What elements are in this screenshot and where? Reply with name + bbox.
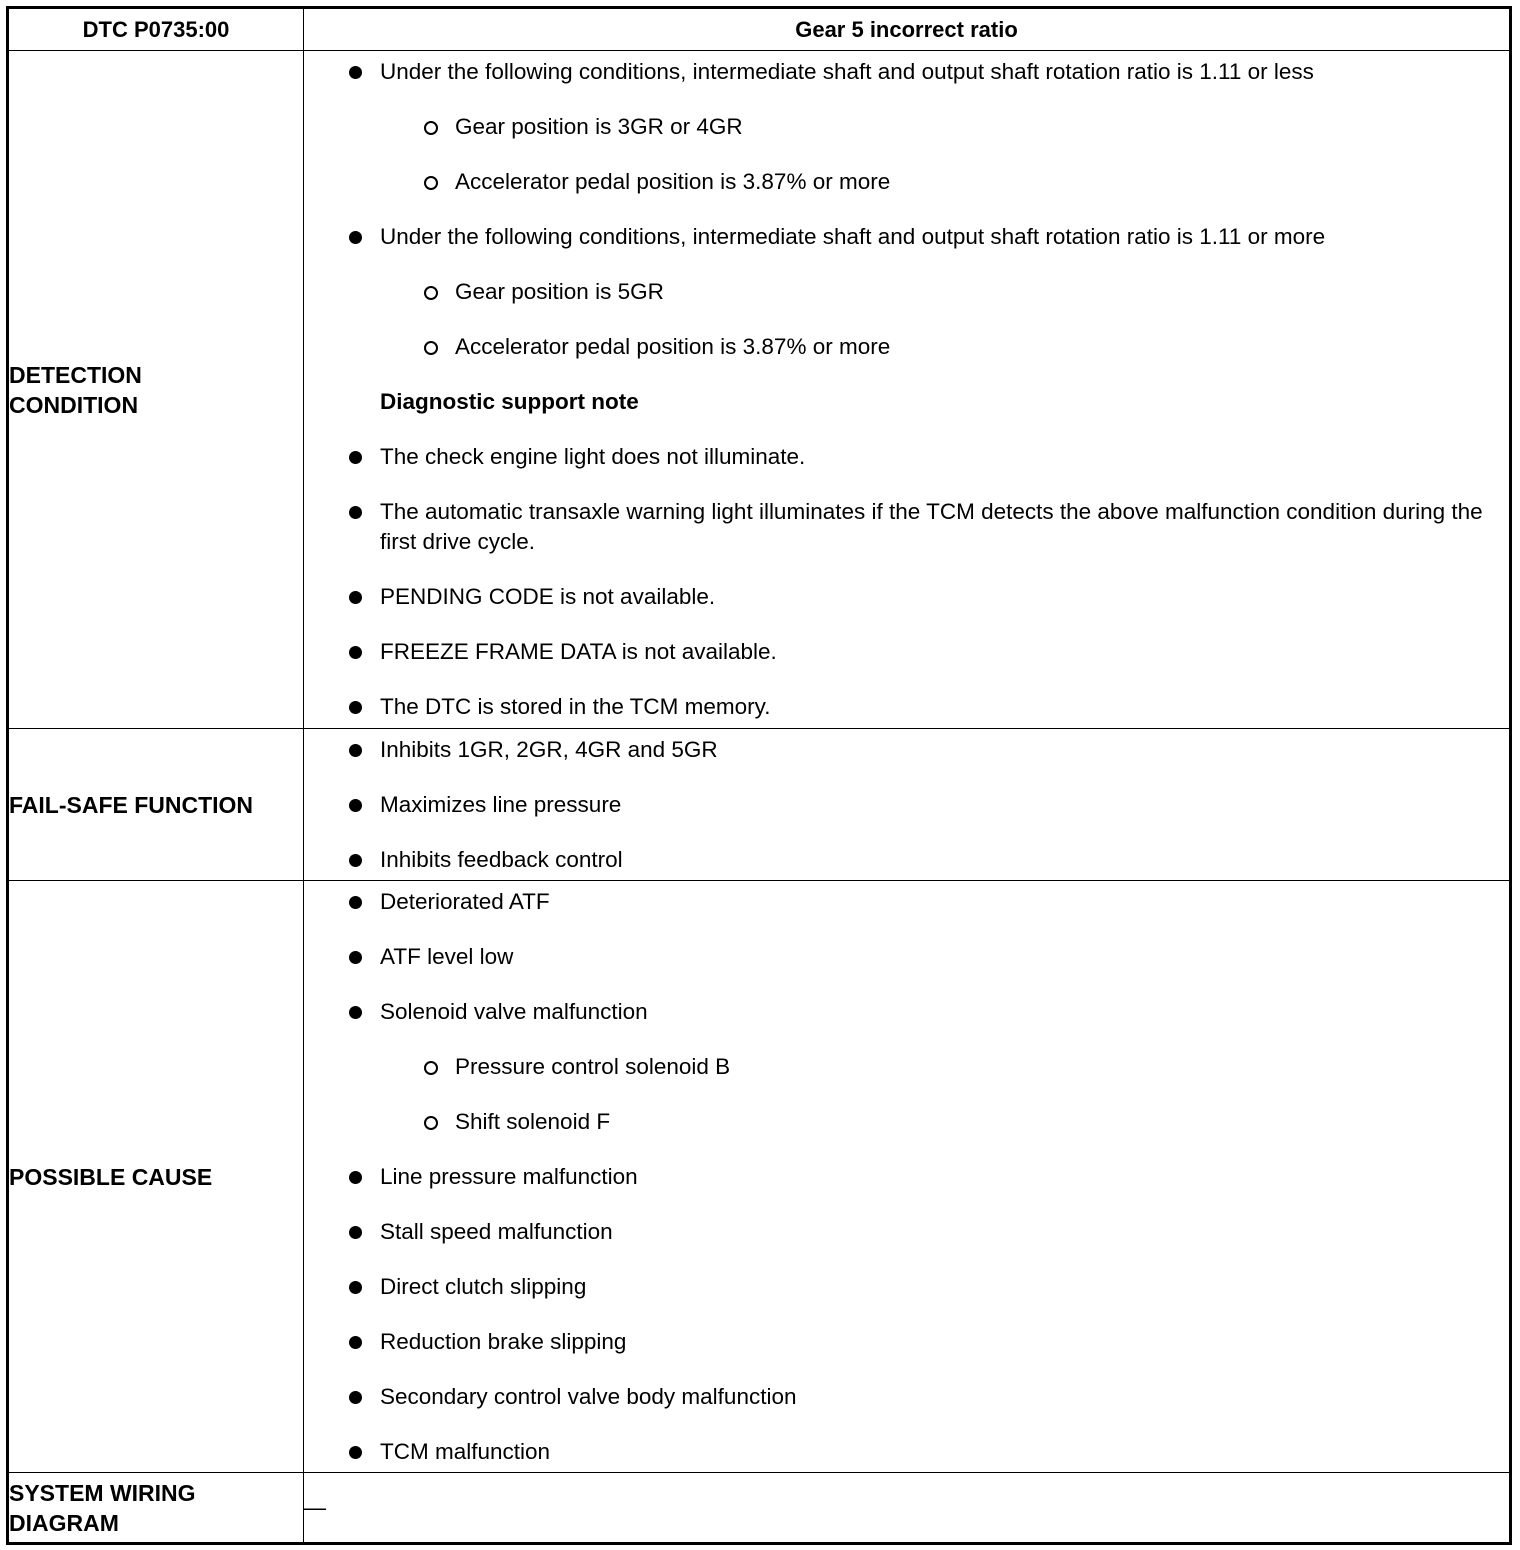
list-item	[304, 790, 1509, 820]
list-item	[304, 1217, 1509, 1247]
list-item	[304, 1437, 1509, 1467]
detection-condition-label: DETECTION CONDITION	[8, 51, 304, 729]
list-item-text: The automatic transaxle warning light illuminates if the TCM detects the above malfunction condition during the first drive cycle.	[380, 499, 1483, 554]
bullet-icon	[349, 854, 362, 867]
bullet-icon	[349, 951, 362, 964]
list-item	[304, 57, 1509, 87]
list-item	[304, 735, 1509, 765]
list-item	[304, 497, 1509, 557]
list-item-text: TCM malfunction	[380, 1438, 551, 1464]
system-wiring-value: —	[304, 1473, 1511, 1544]
list-item	[304, 1107, 1509, 1137]
circle-bullet-icon	[424, 1116, 438, 1130]
list-item	[304, 332, 1509, 362]
circle-bullet-icon	[424, 121, 438, 135]
list-item-text: Inhibits 1GR, 2GR, 4GR and 5GR	[380, 736, 718, 762]
bullet-icon	[349, 1006, 362, 1019]
bullet-icon	[349, 701, 362, 714]
list-item	[304, 887, 1509, 917]
bullet-icon	[349, 1171, 362, 1184]
bullet-icon	[349, 799, 362, 812]
detection-condition-list	[304, 51, 1511, 729]
list-item	[304, 692, 1509, 722]
bullet-icon	[349, 591, 362, 604]
bullet-icon	[349, 1281, 362, 1294]
list-item	[304, 942, 1509, 972]
bullet-icon	[349, 1446, 362, 1459]
system-wiring-row	[8, 1473, 1511, 1544]
list-item	[304, 997, 1509, 1027]
list-item	[304, 1327, 1509, 1357]
circle-bullet-icon	[424, 176, 438, 190]
list-item-text: Secondary control valve body malfunction	[380, 1383, 797, 1409]
list-item-text: Gear position is 5GR	[455, 279, 664, 304]
bullet-icon	[349, 66, 362, 79]
circle-bullet-icon	[424, 341, 438, 355]
bullet-icon	[349, 744, 362, 757]
list-item-text: ATF level low	[380, 943, 514, 969]
list-item-text: Under the following conditions, intermediate shaft and output shaft rotation ratio is 1.11 or more	[380, 224, 1326, 249]
list-item-text: The DTC is stored in the TCM memory.	[380, 694, 771, 719]
list-item	[304, 112, 1509, 142]
fail-safe-list	[304, 729, 1511, 881]
dtc-code: DTC P0735:00	[8, 8, 304, 51]
list-item	[304, 582, 1509, 612]
list-item-text: Stall speed malfunction	[380, 1218, 613, 1244]
dtc-title: Gear 5 incorrect ratio	[304, 8, 1511, 51]
detection-condition-row	[8, 51, 1511, 729]
bullet-icon	[349, 896, 362, 909]
list-item	[304, 222, 1509, 252]
possible-cause-list	[304, 881, 1511, 1473]
bullet-icon	[349, 1391, 362, 1404]
list-item	[304, 1272, 1509, 1302]
list-item-text: FREEZE FRAME DATA is not available.	[380, 639, 777, 664]
list-item	[304, 1162, 1509, 1192]
list-item-text: Pressure control solenoid B	[455, 1053, 731, 1079]
list-item	[304, 277, 1509, 307]
list-item-text: Line pressure malfunction	[380, 1163, 638, 1189]
list-item-text: Accelerator pedal position is 3.87% or more	[455, 334, 891, 359]
possible-cause-label: POSSIBLE CAUSE	[8, 881, 304, 1473]
bullet-icon	[349, 1336, 362, 1349]
list-item-text: Diagnostic support note	[380, 389, 639, 414]
bullet-icon	[349, 1226, 362, 1239]
bullet-icon	[349, 506, 362, 519]
list-item-text: The check engine light does not illuminate.	[380, 444, 806, 469]
bullet-icon	[349, 646, 362, 659]
fail-safe-row	[8, 729, 1511, 881]
fail-safe-label: FAIL-SAFE FUNCTION	[8, 729, 304, 881]
list-item-text: Accelerator pedal position is 3.87% or more	[455, 169, 891, 194]
list-item	[304, 167, 1509, 197]
list-item-text: Deteriorated ATF	[380, 888, 550, 914]
system-wiring-label: SYSTEM WIRING DIAGRAM	[8, 1473, 304, 1544]
bullet-icon	[349, 231, 362, 244]
list-item	[304, 1052, 1509, 1082]
list-item	[304, 1382, 1509, 1412]
dtc-table	[6, 6, 1512, 1545]
list-item-text: Solenoid valve malfunction	[380, 998, 648, 1024]
list-item-text: Maximizes line pressure	[380, 791, 622, 817]
bullet-icon	[349, 451, 362, 464]
list-item-text: Gear position is 3GR or 4GR	[455, 114, 743, 139]
list-item-text: Shift solenoid F	[455, 1108, 611, 1134]
list-item-text: Reduction brake slipping	[380, 1328, 627, 1354]
circle-bullet-icon	[424, 286, 438, 300]
list-item	[304, 442, 1509, 472]
list-item	[304, 845, 1509, 875]
list-item-text: Under the following conditions, intermediate shaft and output shaft rotation ratio is 1.11 or less	[380, 59, 1314, 84]
section-note	[304, 387, 1509, 417]
list-item-text: Direct clutch slipping	[380, 1273, 587, 1299]
list-item-text: Inhibits feedback control	[380, 846, 623, 872]
header-row	[8, 8, 1511, 51]
list-item-text: PENDING CODE is not available.	[380, 584, 716, 609]
circle-bullet-icon	[424, 1061, 438, 1075]
list-item	[304, 637, 1509, 667]
possible-cause-row	[8, 881, 1511, 1473]
